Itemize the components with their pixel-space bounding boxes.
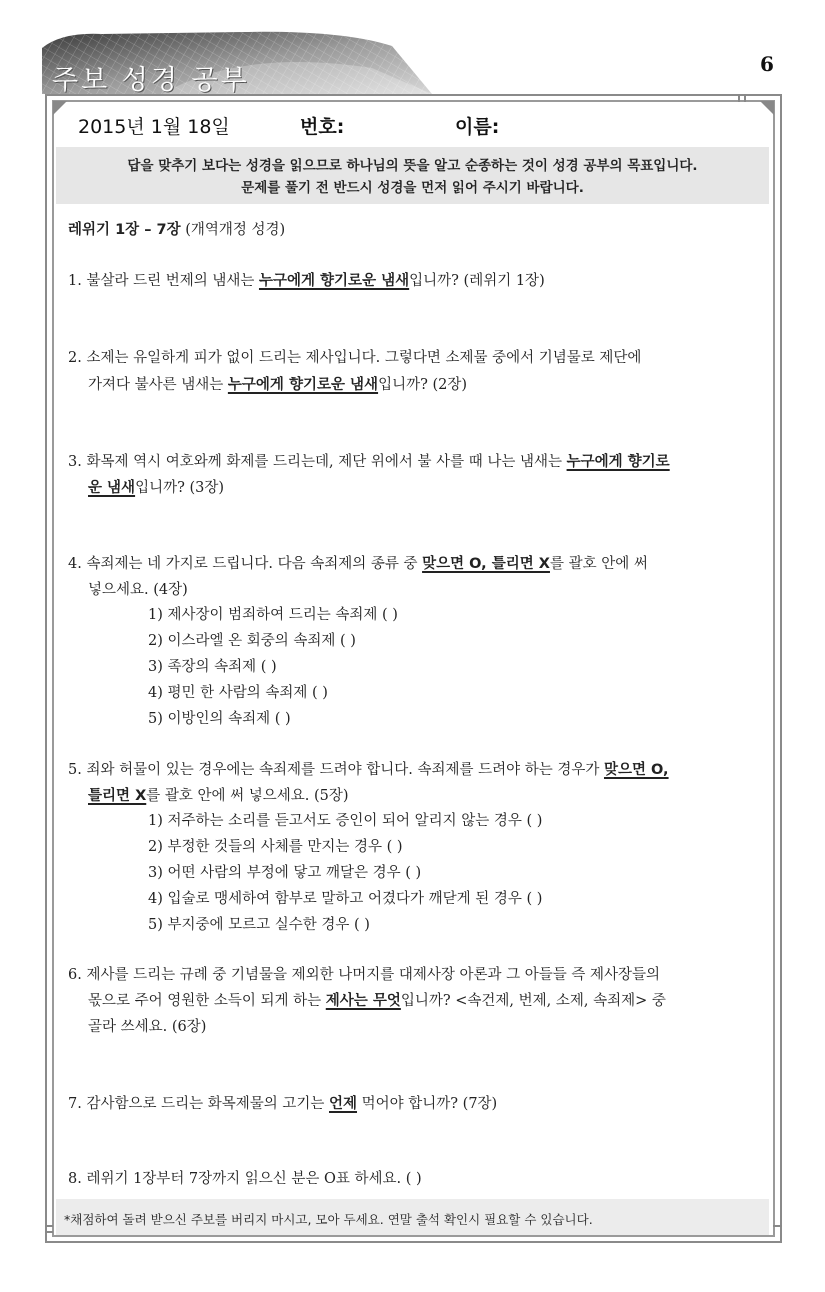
q5-item: 5) 부지중에 모르고 실수한 경우 ( ) (148, 917, 370, 933)
q6-emphasis: 제사는 무엇 (325, 993, 401, 1009)
frame-tick (773, 1225, 782, 1227)
q5-text-end: 를 괄호 안에 써 넣으세요. (5장) (146, 788, 349, 804)
notice-line-2: 문제를 풀기 전 반드시 성경을 먼저 읽어 주시기 바랍니다. (241, 180, 584, 196)
question-8: 8. 레위기 1장부터 7장까지 읽으신 분은 O표 하세요. ( ) (68, 1171, 422, 1187)
question-2-line-2 (88, 373, 467, 394)
corner-ornament-top-right (760, 101, 774, 115)
q4-item: 4) 평민 한 사람의 속죄제 ( ) (148, 685, 328, 701)
q1-text-end: 입니까? (레위기 1장) (409, 273, 545, 289)
question-5-line-2 (88, 784, 349, 805)
frame-tick (744, 94, 746, 102)
date-text: 2015년 1월 18일 (78, 116, 230, 138)
corner-ornament-top-left (53, 101, 67, 115)
q4-emphasis: 맞으면 O, 틀리면 X (422, 556, 550, 572)
q5-text: 5. 죄와 허물이 있는 경우에는 속죄제를 드려야 합니다. 속죄제를 드려야 하는 경우가 (68, 762, 604, 778)
q3-emphasis: 누구에게 향기로 (566, 454, 670, 470)
footer-note: *채점하여 돌려 받으신 주보를 버리지 마시고, 모아 두세요. 연말 출석 확인시 필요할 수 있습니다. (56, 1199, 769, 1235)
q6-text-end: 입니까? <속건제, 번제, 소제, 속죄제> 중 (400, 993, 666, 1009)
q3-text-end: 입니까? (3장) (135, 480, 225, 496)
q2-emphasis: 누구에게 향기로운 냄새 (227, 377, 379, 393)
q1-emphasis: 누구에게 향기로운 냄새 (258, 273, 410, 289)
q2-text: 가져다 불사른 냄새는 (88, 377, 228, 393)
question-6-line-1: 6. 제사를 드리는 규례 중 기념물을 제외한 나머지를 대제사장 아론과 그 아들들 즉 제사장들의 (68, 967, 661, 983)
q2-text-end: 입니까? (2장) (378, 377, 468, 393)
notice-line-1: 답을 맞추기 보다는 성경을 읽으므로 하나님의 뜻을 알고 순종하는 것이 성경 공부의 목표입니다. (127, 158, 698, 174)
question-7 (68, 1092, 497, 1113)
question-4-line-1 (68, 552, 648, 573)
frame-tick (45, 1225, 53, 1227)
q5-item: 4) 입술로 맹세하여 함부로 말하고 어겼다가 깨닫게 된 경우 ( ) (148, 891, 543, 907)
section-title-rest: (개역개정 성경) (180, 222, 286, 238)
q3-text: 3. 화목제 역시 여호와께 화제를 드리는데, 제단 위에서 불 사를 때 나는 냄새는 (68, 454, 567, 470)
q4-item: 3) 족장의 속죄제 ( ) (148, 659, 277, 675)
question-2-line-1: 2. 소제는 유일하게 피가 없이 드리는 제사입니다. 그렇다면 소제물 중에서 기념물로 제단에 (68, 350, 642, 366)
q4-item: 2) 이스라엘 온 회중의 속죄제 ( ) (148, 633, 356, 649)
q3-emphasis-cont: 운 냄새 (88, 480, 136, 496)
question-4-line-2: 넣으세요. (4장) (88, 582, 188, 598)
section-title-bold: 레위기 1장 – 7장 (68, 222, 181, 238)
q4-text: 4. 속죄제는 네 가지로 드립니다. 다음 속죄제의 종류 중 (68, 556, 423, 572)
q4-item: 1) 제사장이 범죄하여 드리는 속죄제 ( ) (148, 607, 398, 623)
q5-emphasis: 맞으면 O, (603, 762, 669, 778)
question-6-line-3: 골라 쓰세요. (6장) (88, 1019, 207, 1035)
q4-item: 5) 이방인의 속죄제 ( ) (148, 711, 291, 727)
name-label: 이름: (455, 116, 500, 138)
q5-item: 3) 어떤 사람의 부정에 닿고 깨달은 경우 ( ) (148, 865, 422, 881)
banner-title: 주보 성경 공부 (52, 65, 250, 96)
q6-text: 몫으로 주어 영원한 소득이 되게 하는 (88, 993, 326, 1009)
q1-text: 1. 불살라 드린 번제의 냄새는 (68, 273, 259, 289)
q5-emphasis-cont: 틀리면 X (88, 788, 147, 804)
question-5-line-1 (68, 758, 669, 779)
section-title (68, 218, 285, 239)
q7-emphasis: 언제 (329, 1096, 358, 1112)
question-1 (68, 269, 545, 290)
page-number: 6 (760, 52, 774, 76)
q5-item: 2) 부정한 것들의 사체를 만지는 경우 ( ) (148, 839, 403, 855)
question-3-line-1 (68, 450, 670, 471)
question-6-line-2 (88, 989, 666, 1010)
q7-text: 7. 감사함으로 드리는 화목제물의 고기는 (68, 1096, 329, 1112)
q7-text-end: 먹어야 합니까? (7장) (357, 1096, 498, 1112)
number-label: 번호: (300, 116, 345, 138)
question-3-line-2 (88, 476, 224, 497)
frame-tick (45, 1231, 53, 1233)
frame-tick (738, 94, 740, 102)
q5-item: 1) 저주하는 소리를 듣고서도 증인이 되어 알리지 않는 경우 ( ) (148, 813, 543, 829)
notice-box (56, 147, 769, 204)
q4-text-end: 를 괄호 안에 써 (549, 556, 648, 572)
